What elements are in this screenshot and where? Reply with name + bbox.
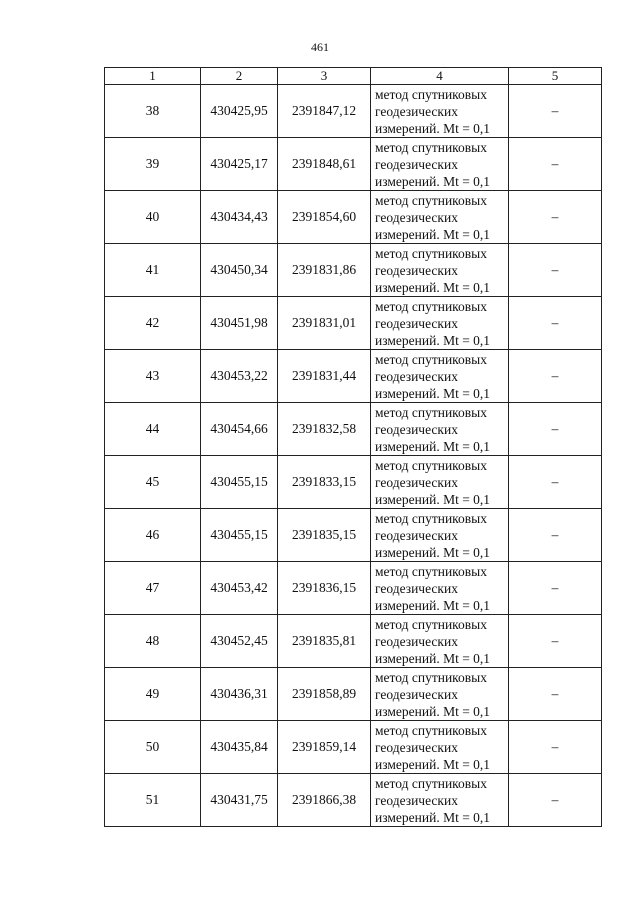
point-number-cell: 47: [105, 562, 201, 615]
method-line: измерений. Mt = 0,1: [375, 703, 491, 719]
method-cell: [371, 774, 509, 827]
method-line: измерений. Mt = 0,1: [375, 756, 491, 772]
method-line: метод спутниковых: [375, 457, 487, 473]
point-number-cell: 50: [105, 721, 201, 774]
table-row: [105, 509, 602, 562]
y-coordinate-cell: 2391859,14: [278, 721, 371, 774]
note-cell: –: [509, 138, 602, 191]
method-cell: [371, 615, 509, 668]
x-coordinate-cell: 430451,98: [201, 297, 278, 350]
table-row: [105, 615, 602, 668]
method-line: метод спутниковых: [375, 86, 487, 102]
method-cell: [371, 350, 509, 403]
column-header-1: 1: [105, 68, 201, 85]
note-cell: –: [509, 774, 602, 827]
y-coordinate-cell: 2391866,38: [278, 774, 371, 827]
method-line: измерений. Mt = 0,1: [375, 438, 491, 454]
x-coordinate-cell: 430435,84: [201, 721, 278, 774]
x-coordinate-cell: 430425,17: [201, 138, 278, 191]
table-row: [105, 668, 602, 721]
point-number-cell: 49: [105, 668, 201, 721]
table-row: [105, 403, 602, 456]
method-cell: [371, 456, 509, 509]
method-line: измерений. Mt = 0,1: [375, 226, 491, 242]
method-line: метод спутниковых: [375, 510, 487, 526]
method-line: измерений. Mt = 0,1: [375, 544, 491, 560]
note-cell: –: [509, 244, 602, 297]
page-number: 461: [311, 40, 329, 54]
point-number-cell: 40: [105, 191, 201, 244]
point-number-cell: 41: [105, 244, 201, 297]
y-coordinate-cell: 2391836,15: [278, 562, 371, 615]
y-coordinate-cell: 2391835,15: [278, 509, 371, 562]
method-line: геодезических: [375, 156, 458, 172]
table-body: [105, 85, 602, 827]
method-line: измерений. Mt = 0,1: [375, 279, 491, 295]
note-cell: –: [509, 191, 602, 244]
x-coordinate-cell: 430454,66: [201, 403, 278, 456]
method-line: измерений. Mt = 0,1: [375, 120, 491, 136]
x-coordinate-cell: 430452,45: [201, 615, 278, 668]
method-line: метод спутниковых: [375, 139, 487, 155]
coordinates-table: [104, 67, 602, 827]
y-coordinate-cell: 2391831,01: [278, 297, 371, 350]
y-coordinate-cell: 2391831,44: [278, 350, 371, 403]
table-row: [105, 774, 602, 827]
method-line: метод спутниковых: [375, 351, 487, 367]
method-line: метод спутниковых: [375, 669, 487, 685]
table-row: [105, 456, 602, 509]
column-header-3: 3: [278, 68, 371, 85]
x-coordinate-cell: 430455,15: [201, 456, 278, 509]
method-cell: [371, 509, 509, 562]
y-coordinate-cell: 2391854,60: [278, 191, 371, 244]
point-number-cell: 45: [105, 456, 201, 509]
method-line: геодезических: [375, 686, 458, 702]
table-row: [105, 721, 602, 774]
method-cell: [371, 85, 509, 138]
x-coordinate-cell: 430453,22: [201, 350, 278, 403]
method-line: измерений. Mt = 0,1: [375, 332, 491, 348]
x-coordinate-cell: 430434,43: [201, 191, 278, 244]
method-cell: [371, 403, 509, 456]
x-coordinate-cell: 430453,42: [201, 562, 278, 615]
y-coordinate-cell: 2391831,86: [278, 244, 371, 297]
y-coordinate-cell: 2391848,61: [278, 138, 371, 191]
table-row: [105, 85, 602, 138]
method-line: метод спутниковых: [375, 722, 487, 738]
method-line: геодезических: [375, 262, 458, 278]
method-line: геодезических: [375, 209, 458, 225]
x-coordinate-cell: 430450,34: [201, 244, 278, 297]
point-number-cell: 39: [105, 138, 201, 191]
method-line: метод спутниковых: [375, 192, 487, 208]
x-coordinate-cell: 430455,15: [201, 509, 278, 562]
note-cell: –: [509, 350, 602, 403]
method-line: геодезических: [375, 368, 458, 384]
method-line: метод спутниковых: [375, 775, 487, 791]
method-line: геодезических: [375, 792, 458, 808]
column-header-2: 2: [201, 68, 278, 85]
method-cell: [371, 191, 509, 244]
table-header-row: [105, 68, 602, 85]
method-line: геодезических: [375, 739, 458, 755]
x-coordinate-cell: 430431,75: [201, 774, 278, 827]
method-line: геодезических: [375, 580, 458, 596]
note-cell: –: [509, 668, 602, 721]
table-row: [105, 562, 602, 615]
method-cell: [371, 297, 509, 350]
y-coordinate-cell: 2391833,15: [278, 456, 371, 509]
point-number-cell: 51: [105, 774, 201, 827]
method-cell: [371, 668, 509, 721]
x-coordinate-cell: 430425,95: [201, 85, 278, 138]
note-cell: –: [509, 615, 602, 668]
method-cell: [371, 138, 509, 191]
method-line: геодезических: [375, 315, 458, 331]
method-line: измерений. Mt = 0,1: [375, 650, 491, 666]
table-row: [105, 244, 602, 297]
method-line: измерений. Mt = 0,1: [375, 809, 491, 825]
method-line: метод спутниковых: [375, 563, 487, 579]
note-cell: –: [509, 403, 602, 456]
note-cell: –: [509, 562, 602, 615]
point-number-cell: 44: [105, 403, 201, 456]
point-number-cell: 43: [105, 350, 201, 403]
method-line: измерений. Mt = 0,1: [375, 173, 491, 189]
point-number-cell: 38: [105, 85, 201, 138]
y-coordinate-cell: 2391858,89: [278, 668, 371, 721]
method-cell: [371, 721, 509, 774]
point-number-cell: 48: [105, 615, 201, 668]
note-cell: –: [509, 85, 602, 138]
method-line: метод спутниковых: [375, 404, 487, 420]
method-line: метод спутниковых: [375, 616, 487, 632]
method-line: геодезических: [375, 103, 458, 119]
point-number-cell: 42: [105, 297, 201, 350]
x-coordinate-cell: 430436,31: [201, 668, 278, 721]
note-cell: –: [509, 297, 602, 350]
method-line: геодезических: [375, 633, 458, 649]
table-row: [105, 297, 602, 350]
point-number-cell: 46: [105, 509, 201, 562]
method-line: измерений. Mt = 0,1: [375, 491, 491, 507]
method-line: измерений. Mt = 0,1: [375, 385, 491, 401]
column-header-4: 4: [371, 68, 509, 85]
method-line: метод спутниковых: [375, 245, 487, 261]
y-coordinate-cell: 2391847,12: [278, 85, 371, 138]
method-line: геодезических: [375, 474, 458, 490]
note-cell: –: [509, 721, 602, 774]
table-row: [105, 191, 602, 244]
method-line: геодезических: [375, 527, 458, 543]
note-cell: –: [509, 456, 602, 509]
y-coordinate-cell: 2391835,81: [278, 615, 371, 668]
method-line: метод спутниковых: [375, 298, 487, 314]
note-cell: –: [509, 509, 602, 562]
table-row: [105, 350, 602, 403]
y-coordinate-cell: 2391832,58: [278, 403, 371, 456]
method-cell: [371, 562, 509, 615]
method-line: измерений. Mt = 0,1: [375, 597, 491, 613]
method-line: геодезических: [375, 421, 458, 437]
column-header-5: 5: [509, 68, 602, 85]
method-cell: [371, 244, 509, 297]
table-row: [105, 138, 602, 191]
